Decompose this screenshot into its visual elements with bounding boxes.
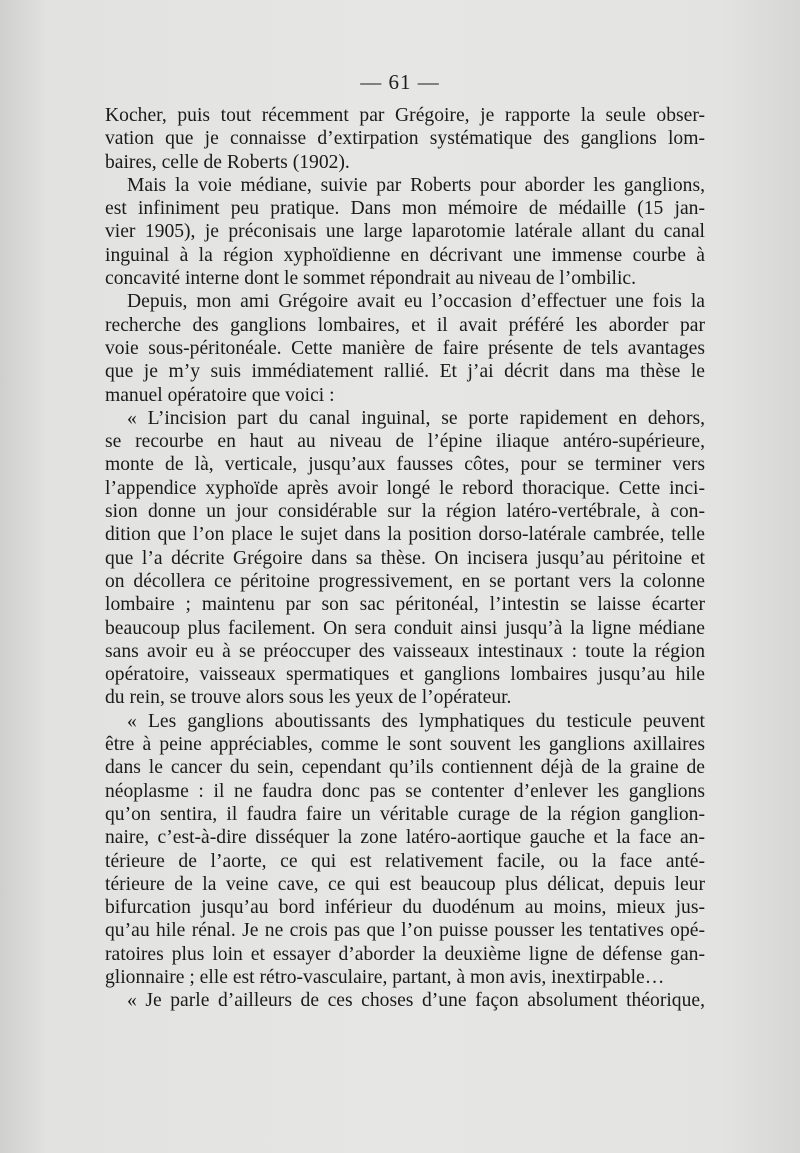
text-line: « L’incision part du canal inguinal, se porte rapidement en dehors, [127,407,705,429]
text-line: « Je parle d’ailleurs de ces choses d’une façon absolument théorique, [127,990,705,1012]
text-line: qu’on sentira, il faudra faire un véritable curage de la région ganglion- [105,803,705,825]
text-line: térieure de l’aorte, ce qui est relativement facile, ou la face anté- [105,850,705,872]
text-line: lombaire ; maintenu par son sac péritonéal, l’intestin se laisse écarter [105,594,705,616]
text-line: que l’a décrite Grégoire dans sa thèse. On incisera jusqu’au péritoine et [105,547,705,569]
text-line: naire, c’est-à-dire disséquer la zone latéro-aortique gauche et la face an- [105,827,705,849]
text-line: ratoires plus loin et essayer d’aborder la deuxième ligne de défense gan- [105,943,705,965]
text-line: Mais la voie médiane, suivie par Roberts pour aborder les ganglions, [127,174,705,196]
text-line: concavité interne dont le sommet répondrait au niveau de l’ombilic. [105,268,637,290]
text-line: l’appendice xyphoïde après avoir longé le rebord thoracique. Cette inci- [105,477,705,499]
text-line: beaucoup plus facilement. On sera conduit ainsi jusqu’à la ligne médiane [105,617,705,639]
text-line: on décollera ce péritoine progressivement, en se portant vers la colonne [105,570,705,592]
text-line: qu’au hile rénal. Je ne crois pas que l’on puisse pousser les tentatives opé- [105,920,705,942]
text-line: térieure de la veine cave, ce qui est beaucoup plus délicat, depuis leur [105,873,705,895]
text-line: sion donne un jour considérable sur la région latéro-vertébrale, à con- [105,501,705,523]
text-line: opératoire, vaisseaux spermatiques et ganglions lombaires jusqu’au hile [105,664,705,686]
text-line: dition que l’on place le sujet dans la position dorso-latérale cambrée, telle [105,524,705,546]
text-line: Kocher, puis tout récemment par Grégoire, je rapporte la seule obser- [105,105,705,126]
text-line: est infiniment peu pratique. Dans mon mémoire de médaille (15 jan- [105,198,705,220]
text-line: « Les ganglions aboutissants des lymphatiques du testicule peuvent [127,710,705,732]
text-line: être à peine appréciables, comme le sont souvent les ganglions axillaires [105,734,705,756]
text-line: néoplasme : il ne faudra donc pas se contenter d’enlever les ganglions [105,780,705,802]
body-text [105,104,705,1013]
text-line: glionnaire ; elle est rétro-vasculaire, partant, à mon avis, inextirpable… [105,966,665,988]
page-number-header: — 61 — [360,70,440,94]
text-line: sans avoir eu à se préoccuper des vaisseaux intestinaux : toute la région [105,640,705,662]
text-line: que je m’y suis immédiatement rallié. Et j’ai décrit dans ma thèse le [105,361,705,383]
text-line: se recourbe en haut au niveau de l’épine iliaque antéro-supérieure, [105,431,705,453]
text-line: vier 1905), je préconisais une large laparotomie latérale allant du canal [105,221,705,243]
text-line: vation que je connaisse d’extirpation systématique des ganglions lom- [105,128,705,150]
text-line: Depuis, mon ami Grégoire avait eu l’occasion d’effectuer une fois la [127,291,705,313]
text-line: inguinal à la région xyphoïdienne en décrivant une immense courbe à [105,244,705,266]
text-line: manuel opératoire que voici : [105,384,335,406]
text-line: baires, celle de Roberts (1902). [105,151,350,173]
text-line: dans le cancer du sein, cependant qu’ils contiennent déjà de la graine de [105,757,705,779]
text-line: bifurcation jusqu’au bord inférieur du duodénum au moins, mieux jus- [105,897,705,919]
text-line: monte de là, verticale, jusqu’aux fausses côtes, pour se terminer vers [105,454,705,476]
text-line: voie sous-péritonéale. Cette manière de faire présente de tels avantages [105,337,705,359]
text-line: du rein, se trouve alors sous les yeux de l’opérateur. [105,687,512,709]
text-line: recherche des ganglions lombaires, et il avait préféré les aborder par [105,314,705,336]
